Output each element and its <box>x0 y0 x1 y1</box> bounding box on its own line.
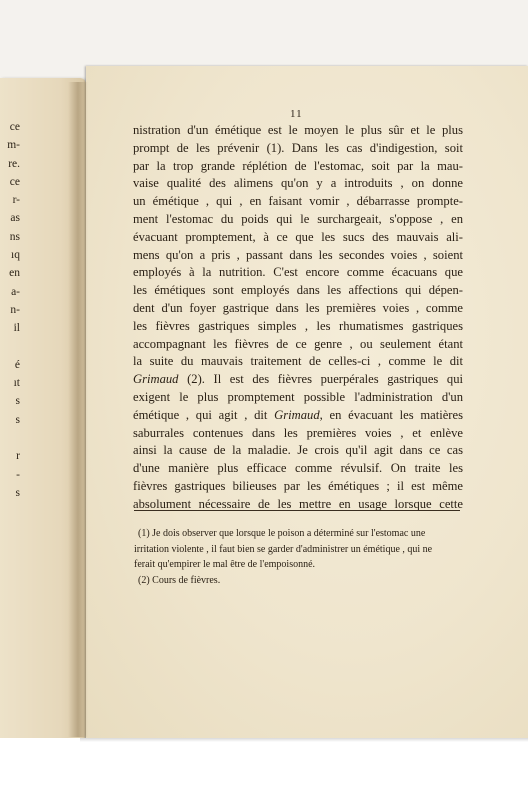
body-line: les émétiques sont employés dans les affections qui dépen- <box>133 283 463 298</box>
body-line: ment l'estomac du poids qui le surchargeait, s'oppose , en <box>133 211 463 226</box>
footnote-line: (1) Je dois observer que lorsque le poison a déterminé sur l'estomac une <box>138 528 426 539</box>
body-line: un émétique , qui , en faisant vomir , débarrasse prompte- <box>133 194 463 209</box>
body-line: Grimaud (2). Il est des fièvres puerpérales gastriques qui <box>133 372 463 387</box>
body-text <box>133 122 463 514</box>
left-fragment <box>0 338 20 356</box>
body-line: exigent le plus promptement possible l'administration d'un <box>133 389 463 404</box>
left-fragment: é <box>14 358 20 371</box>
footnotes <box>134 526 466 588</box>
left-fragment: m- <box>7 139 20 152</box>
left-fragment: s <box>15 486 20 499</box>
footnote-line: ferait qu'empirer le mal être de l'empoisonné. <box>134 559 316 570</box>
left-fragment: il <box>13 322 20 335</box>
left-fragment: ce <box>9 175 20 188</box>
footnote-rule <box>134 510 460 511</box>
left-page-text-fragments <box>0 118 20 502</box>
left-fragment: en <box>9 267 20 280</box>
left-fragment: as <box>10 212 20 225</box>
body-line: saburrales contenues dans les premières voies , et enlève <box>133 425 463 440</box>
footnote-line: (2) Cours de fièvres. <box>138 574 221 586</box>
left-fragment: n- <box>10 303 20 316</box>
left-fragment: a- <box>11 285 20 298</box>
page-bottom-shadow <box>80 738 528 742</box>
body-line: accompagnant les fièvres de ce genre , ou seulement étant <box>133 336 463 351</box>
left-fragment: ıq <box>11 249 20 262</box>
body-line: absolument nécessaire de les mettre en usage lorsque cette <box>133 496 463 511</box>
book-spine-shadow <box>68 82 88 737</box>
body-line: d'une manière plus efficace comme révulsif. On traite les <box>133 461 463 476</box>
body-line: les fièvres gastriques simples , les rhumatismes gastriques <box>133 318 463 333</box>
left-fragment: ce <box>9 121 20 133</box>
body-line: prompt de les prévenir (1). Dans les cas d'indigestion, soit <box>133 140 463 155</box>
body-line: nistration d'un émétique est le moyen le plus sûr et le plus <box>133 123 463 137</box>
left-fragment: ıt <box>13 377 20 390</box>
body-line: la suite du mauvais traitement de celles-ci , comme le dit <box>133 354 463 369</box>
body-line: employés à la nutrition. C'est encore comme écacuans que <box>133 265 463 280</box>
body-line: émétique , qui agit , dit Grimaud, en évacuant les matières <box>133 407 463 422</box>
body-line: ainsi la cause de la maladie. Je crois qu'il agit dans ce cas <box>133 443 463 458</box>
background-bottom <box>0 738 528 790</box>
body-line: mens qu'on a pris , passant dans les secondes voies , soient <box>133 247 463 262</box>
body-line: dent d'un foyer gastrique dans les premières voies , comme <box>133 300 463 315</box>
page-number: 11 <box>290 108 303 120</box>
body-line: par la trop grande réplétion de l'estomac, soit par la mau- <box>133 158 463 173</box>
left-fragment: s <box>15 413 20 426</box>
left-fragment: s <box>15 395 20 408</box>
left-fragment: r <box>16 450 20 463</box>
left-fragment: ns <box>9 230 20 243</box>
left-fragment: r- <box>12 194 20 207</box>
body-line: évacuant promptement, à ce que les sucs des mauvais ali- <box>133 229 463 244</box>
body-line: fièvres gastriques bilieuses par les émétiques ; il est même <box>133 478 463 493</box>
footnote-line: irritation violente , il faut bien se garder d'administrer un émétique , qui ne <box>134 543 433 555</box>
left-fragment: re. <box>8 157 20 170</box>
body-line: vaise qualité des alimens qu'on y a introduits , on donne <box>133 176 463 191</box>
left-fragment: - <box>16 468 20 481</box>
left-fragment <box>0 429 20 447</box>
